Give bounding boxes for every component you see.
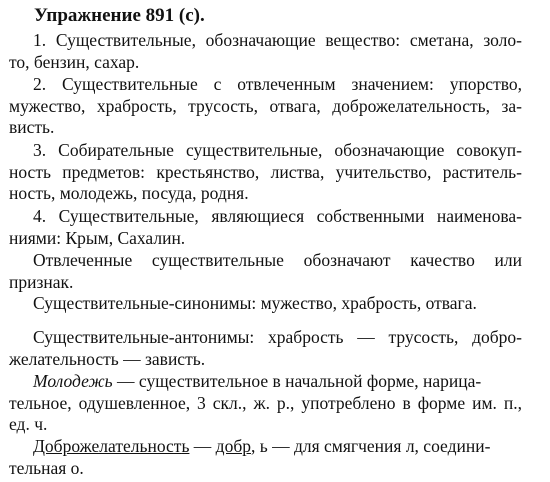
text-line bbox=[9, 436, 522, 458]
text-line: Отвлеченные существительные обозначают качество или bbox=[33, 250, 522, 270]
parsed-word-stem: Доброжелательност bbox=[33, 436, 182, 456]
text-line: ность предметов: крестьянство, листва, учительство, раститель- bbox=[9, 161, 522, 182]
exercise-title: Упражнение 891 (с). bbox=[34, 5, 205, 26]
analysis-text: — существительное в начальной форме, нарица- bbox=[112, 371, 482, 391]
parsing-text: , ь — для смягчения л, соедини- bbox=[250, 436, 491, 456]
text-line: ность, молодежь, посуда, родня. bbox=[9, 183, 249, 203]
text-line: 4. Существительные, являющиеся собственными наименова- bbox=[33, 206, 522, 226]
word-parsing bbox=[9, 436, 522, 479]
text-line: тельная о. bbox=[9, 457, 84, 478]
text-line: Существительные-синонимы: мужество, храбрость, отвага. bbox=[33, 293, 477, 313]
answer-item-3 bbox=[9, 140, 522, 205]
text-line: 1. Существительные, обозначающие вещество: сметана, золо- bbox=[33, 30, 522, 50]
morphological-analysis bbox=[9, 371, 522, 436]
text-line: то, бензин, сахар. bbox=[9, 51, 140, 72]
text-line: ниями: Крым, Сахалин. bbox=[9, 227, 186, 248]
answer-item-4 bbox=[9, 206, 522, 249]
antonyms-note bbox=[9, 327, 522, 370]
text-line bbox=[9, 371, 522, 393]
text-line: ед. ч. bbox=[9, 414, 48, 434]
answer-item-2 bbox=[9, 74, 522, 139]
text-line: желательность — зависть. bbox=[9, 348, 206, 369]
parsed-word-ending: ь bbox=[181, 436, 190, 456]
dash: — bbox=[189, 436, 216, 456]
text-line: признак. bbox=[9, 271, 74, 292]
synonyms-note bbox=[9, 293, 522, 315]
text-line: тельное, одушевленное, 3 скл., ж. р., употреблено в форме им. п., bbox=[9, 392, 522, 413]
text-line: висть. bbox=[9, 117, 55, 137]
text-line: Существительные-антонимы: храбрость — трусость, добро- bbox=[33, 327, 522, 347]
root-morpheme: добр bbox=[215, 436, 251, 456]
text-line: 3. Собирательные существительные, обозначающие совокуп- bbox=[33, 140, 522, 160]
abstract-nouns-note bbox=[9, 250, 522, 293]
text-line: мужество, храбрость, трусость, отвага, доброжелательность, за- bbox=[9, 95, 522, 116]
analyzed-word: Молодежь bbox=[33, 371, 113, 391]
text-line: 2. Существительные с отвлеченным значением: упорство, bbox=[33, 74, 522, 94]
answer-item-1 bbox=[9, 30, 522, 73]
